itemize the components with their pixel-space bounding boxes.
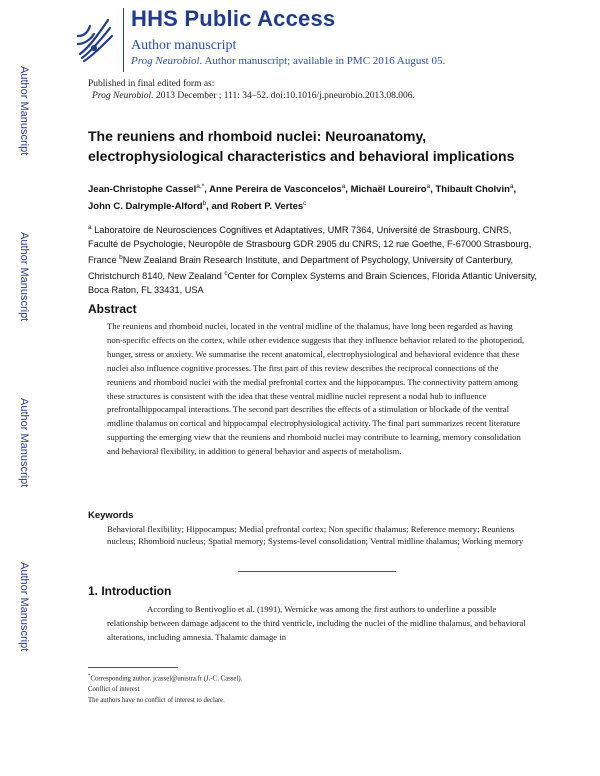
author-name: Robert P. Vertes [230, 201, 304, 213]
affiliation-mark: b [119, 254, 123, 262]
keywords-heading: Keywords [88, 510, 134, 521]
author-list [88, 180, 528, 214]
conflict-of-interest-text: The authors have no conflict of interest to declare. [88, 697, 225, 704]
conflict-of-interest-heading: Conflict of interest [88, 686, 140, 693]
author-affiliation-mark: a [509, 183, 514, 190]
author-name: Michaël Loureiro [350, 184, 427, 196]
availability-text: Author manuscript; available in PMC 2016 August 05. [202, 55, 446, 67]
author-affiliation-mark: a,* [196, 183, 205, 190]
paper-title: The reuniens and rhomboid nuclei: Neuroanatomy, electrophysiological characteristics and behavioral implications [88, 128, 515, 164]
side-label-author-manuscript: Author Manuscript [18, 66, 30, 156]
side-label-author-manuscript: Author Manuscript [18, 562, 30, 652]
author-separator: , [204, 184, 210, 196]
author-separator: , [513, 184, 517, 196]
affiliations [88, 221, 538, 297]
journal-availability-line [131, 55, 445, 67]
section-divider [238, 571, 396, 572]
side-label-author-manuscript: Author Manuscript [18, 398, 30, 488]
journal-name: Prog Neurobiol. [131, 55, 203, 67]
author-manuscript-label: Author manuscript [131, 38, 237, 53]
affiliation-mark: c [224, 270, 228, 278]
affiliation-mark: a [88, 224, 92, 231]
author-separator: , [430, 184, 436, 196]
footnote-mark: * [88, 674, 91, 679]
hhs-eagle-logo-icon [74, 14, 116, 64]
affiliation-text: Center for Complex Systems and Brain Sciences, Florida Atlantic University, Boca Raton, FL 33431, USA [88, 271, 537, 296]
citation-journal: Prog Neurobiol. [92, 91, 154, 101]
introduction-text: According to Bentivoglio et al. (1991), Wernicke was among the first authors to underline a possible relationship between damage adjacent to the third ventricle, including the nuclei of the midline thalamus, and behavioral alterations, including amnesia. Thalamic damage in [107, 604, 526, 642]
keywords-text: Behavioral flexibility; Hippocampus; Medial prefrontal cortex; Non specific thalamus; Reference memory; Reuniens nucleus; Rhomboid nucleus; Spatial memory; Systems-level consolidation; Ventral midline thalamus; Working memory [107, 524, 524, 546]
abstract-text: The reuniens and rhomboid nuclei, located in the ventral midline of the thalamus, have long been regarded as having non-specific effects on the cortex, while other evidence suggests that they influence behavior related to the photoperiod, hunger, stress or anxiety. We summarise the recent anatomical, electrophysiological and behavioral evidence that these nuclei also influence cognitive processes. The first part of this review describes the reciprocal connections of the reuniens and rhomboid nuclei with the medial prefrontal cortex and the hippocampus. The connectivity pattern among these structures is consistent with the idea that these ventral midline nuclei represent a nodal hub to influence prefrontalhippocampal interactions. The second part describes the effects of a stimulation or blockade of the ventral midline thalamus on cortical and hippocampal electrophysiological activity. The final part summarizes recent literature supporting the emerging view that the reuniens and rhomboid nuclei may contribute to learning, memory consolidation and behavioral flexibility, in addition to general behavior and aspects of metabolism. [107, 321, 525, 457]
author-affiliation-mark: a [426, 183, 431, 190]
author-name: Jean-Christophe Cassel [88, 184, 197, 196]
abstract-heading: Abstract [88, 302, 137, 316]
author-separator: , and [206, 201, 231, 213]
hhs-public-access-title: HHS Public Access [131, 6, 336, 31]
side-label-author-manuscript: Author Manuscript [18, 232, 30, 322]
author-name: Thibault Cholvin [435, 184, 510, 196]
introduction-heading: 1. Introduction [88, 584, 172, 598]
author-name: John C. Dalrymple-Alford [88, 201, 203, 213]
published-citation [88, 78, 415, 102]
author-separator: , [345, 184, 351, 196]
affiliation-text: New Zealand Brain Research Institute, and Department of Psychology, University of Canterbury, Christchurch 8140, New Zealand [88, 255, 514, 282]
author-name: Anne Pereira de Vasconcelos [209, 184, 342, 196]
affiliation-text: Laboratoire de Neurosciences Cognitives et Adaptatives, UMR 7364, Université de Strasbourg, CNRS, Faculté de Psychologie, Neuropôle de Strasbourg GDR 2905 du CNRS, 12 rue Goethe, F-67000 Strasbourg, France [88, 225, 532, 266]
footnote-divider [88, 667, 178, 668]
citation-details: 2013 December ; 111: 34–52. doi:10.1016/j.pneurobio.2013.08.006. [153, 91, 415, 101]
author-affiliation-mark: c [303, 200, 307, 208]
header-divider [123, 8, 124, 72]
corresponding-author-text: Corresponding author. jcassel@unistra.fr (J.-C. Cassel). [90, 675, 243, 683]
published-label: Published in final edited form as: [88, 79, 215, 89]
author-affiliation-mark: a [341, 183, 346, 190]
author-affiliation-mark: b [202, 200, 207, 208]
corresponding-author-footnote [88, 674, 242, 682]
